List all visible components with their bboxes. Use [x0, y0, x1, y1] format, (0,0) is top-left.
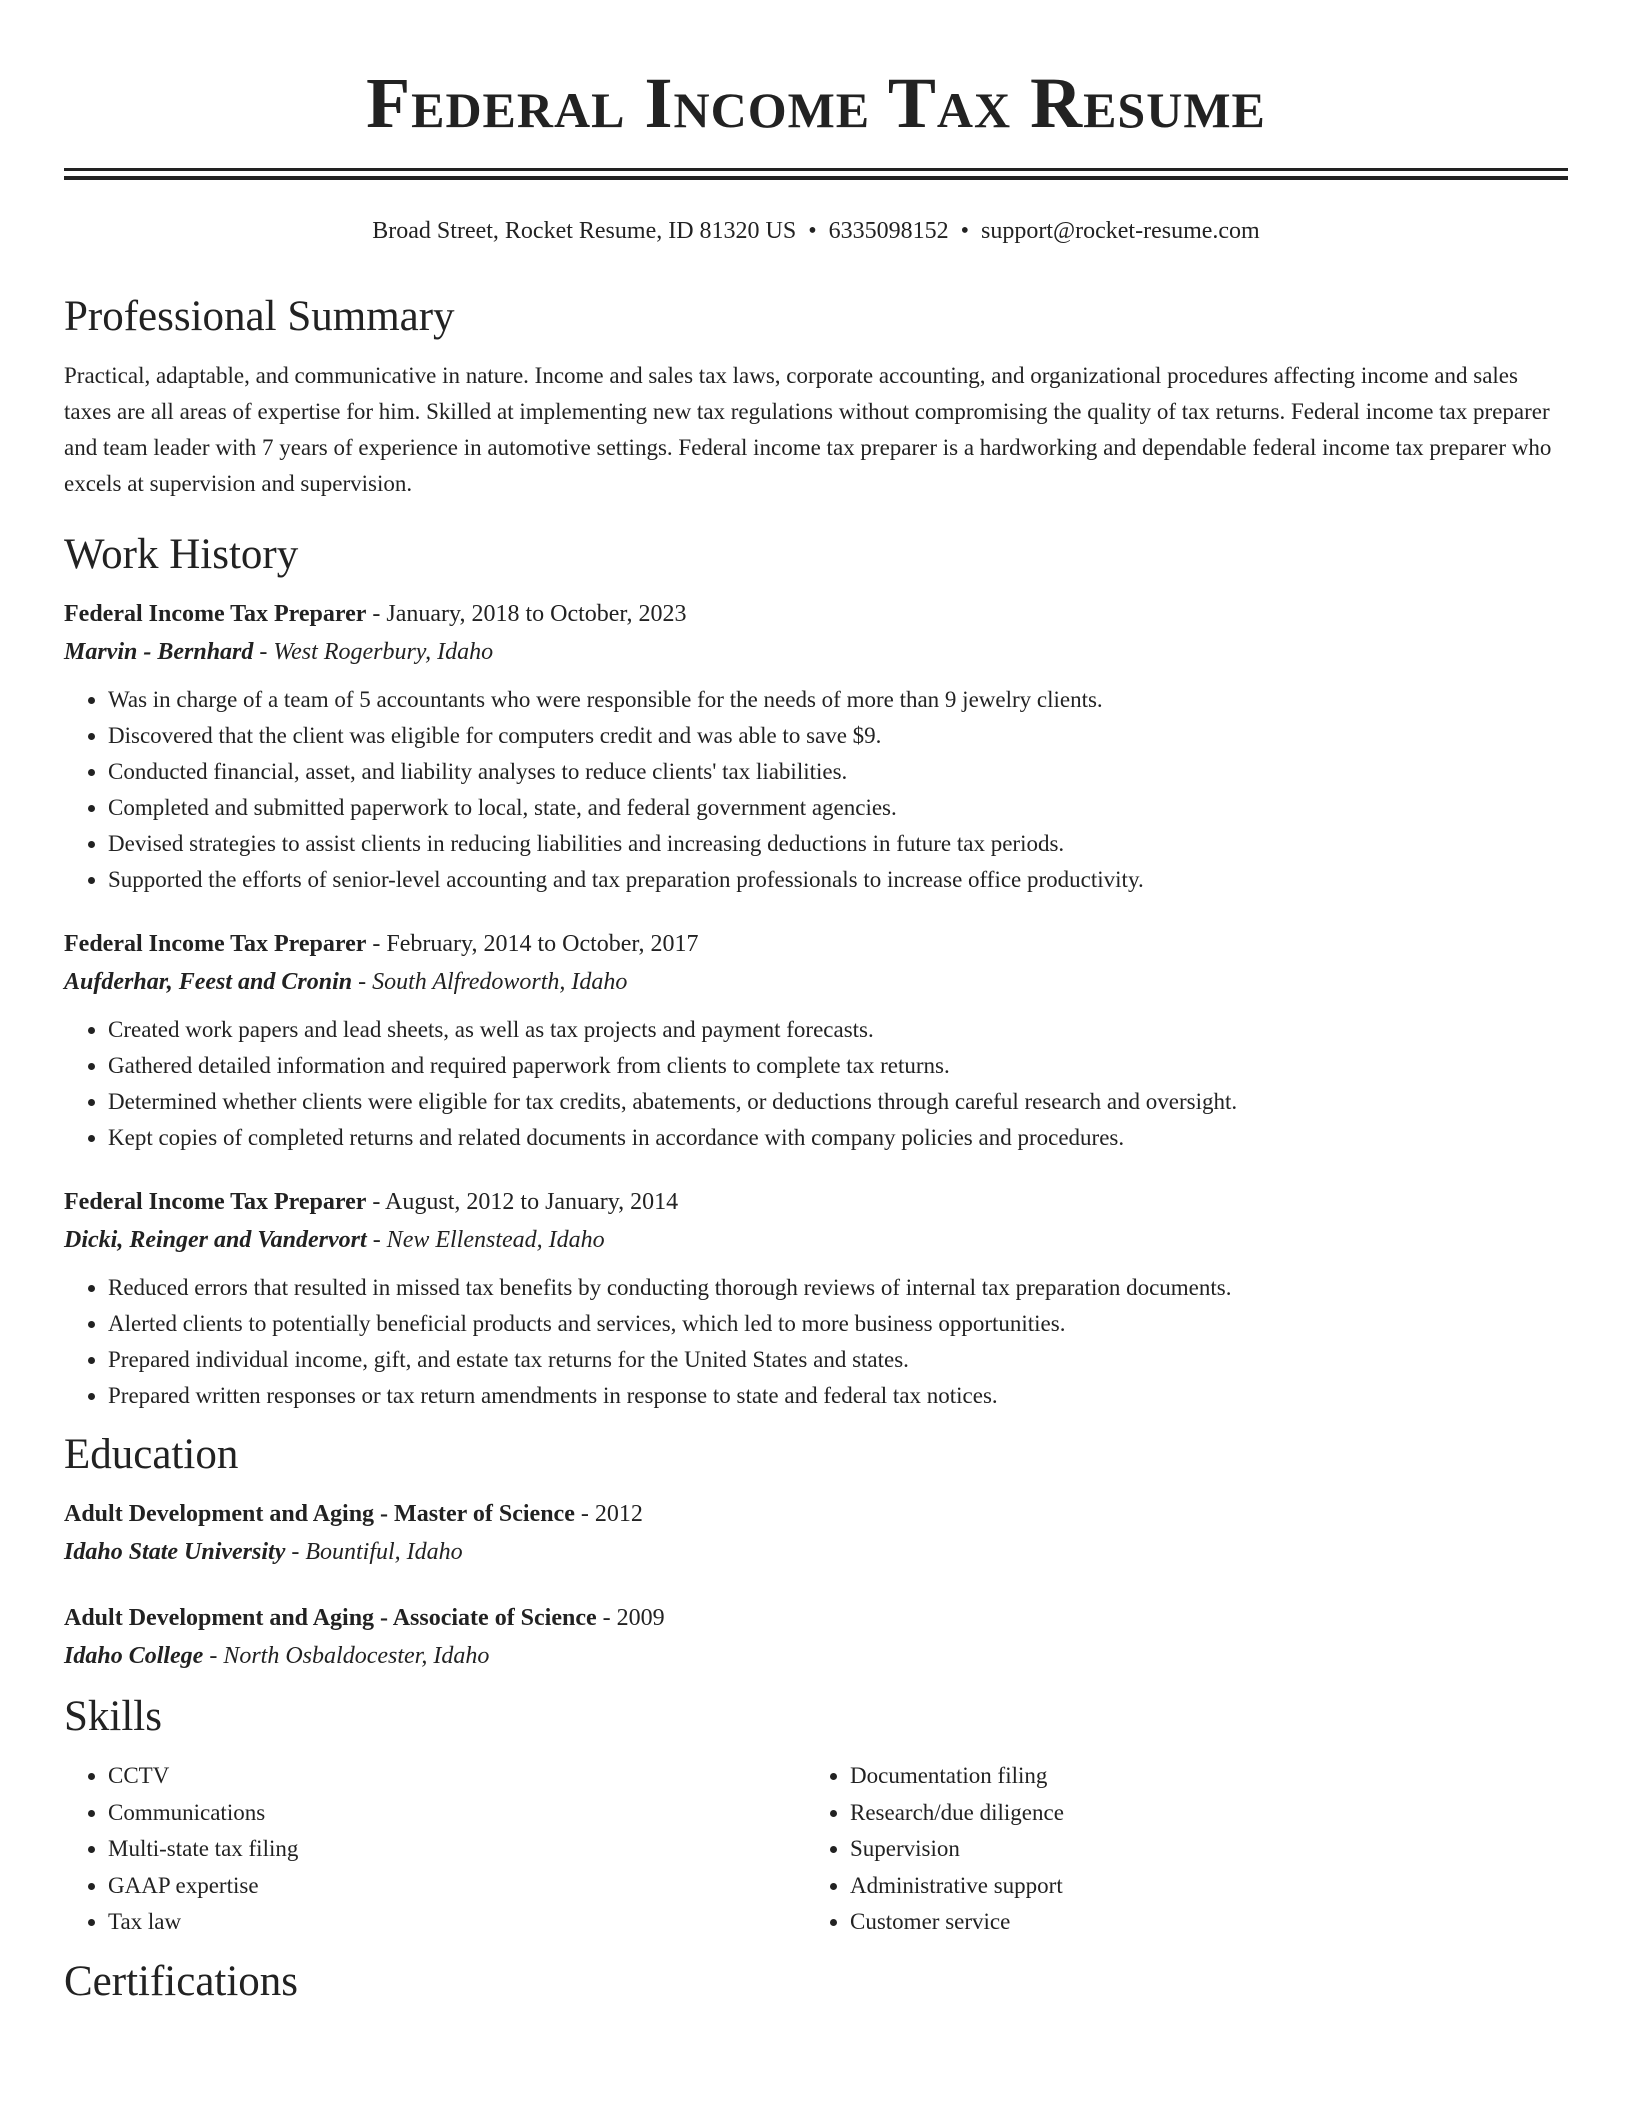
contact-separator: • — [960, 218, 970, 244]
job-bullets — [64, 1270, 1568, 1414]
work-history-heading: Work History — [64, 531, 299, 578]
job-dates: - February, 2014 to October, 2017 — [366, 931, 699, 957]
job-dates: - August, 2012 to January, 2014 — [366, 1189, 679, 1215]
education-heading: Education — [64, 1431, 239, 1478]
education-entry — [64, 1600, 1568, 1676]
education-degree: Adult Development and Aging - Associate of Science — [64, 1605, 597, 1631]
contact-email: support@rocket-resume.com — [981, 218, 1260, 244]
job-bullet: • Reduced errors that resulted in missed tax benefits by conducting thorough reviews of internal tax preparation documents. — [108, 1270, 1568, 1306]
education-location: - North Osbaldocester, Idaho — [203, 1643, 490, 1669]
education-location: - Bountiful, Idaho — [285, 1539, 463, 1565]
education-school: Idaho College — [64, 1643, 204, 1669]
summary-heading: Professional Summary — [64, 293, 455, 340]
summary-text: Practical, adaptable, and communicative in nature. Income and sales tax laws, corporate accounting, and organizational procedures affecting income and sales taxes are all areas of expertise for him. Skilled at implementing new tax regulations without compromising the quality of tax returns. Federal income tax preparer and team leader with 7 years of experience in automotive settings. Federal income tax preparer is a hardworking and dependable federal income tax preparer who excels at supervision and supervision. — [64, 363, 1552, 496]
skill-item: • Research/due diligence — [850, 1795, 1548, 1832]
job-title-line — [64, 926, 1568, 962]
job-bullet: • Created work papers and lead sheets, as well as tax projects and payment forecasts. — [108, 1012, 1568, 1048]
job-bullet: • Completed and submitted paperwork to local, state, and federal government agencies. — [108, 790, 1568, 826]
certifications-section — [64, 1955, 1568, 2009]
education-degree: Adult Development and Aging - Master of Science — [64, 1501, 575, 1527]
job-bullet: • Conducted financial, asset, and liability analyses to reduce clients' tax liabilities. — [108, 754, 1568, 790]
job-location: - West Rogerbury, Idaho — [253, 639, 494, 665]
job-entry — [64, 926, 1568, 1156]
header-rule-bottom — [64, 176, 1568, 180]
skills-section — [64, 1690, 1568, 1941]
skill-item: • GAAP expertise — [108, 1868, 806, 1905]
work-history-section — [64, 528, 1568, 1414]
job-title: Federal Income Tax Preparer — [64, 601, 367, 627]
job-entry — [64, 1184, 1568, 1414]
job-company-line — [64, 962, 1568, 1002]
job-bullet: • Prepared written responses or tax return amendments in response to state and federal tax notices. — [108, 1378, 1568, 1414]
skill-item: • Documentation filing — [850, 1758, 1548, 1795]
job-title: Federal Income Tax Preparer — [64, 1189, 367, 1215]
job-bullet: • Gathered detailed information and required paperwork from clients to complete tax returns. — [108, 1048, 1568, 1084]
education-section — [64, 1428, 1568, 1676]
summary-section — [64, 290, 1568, 502]
skill-item: • Supervision — [850, 1831, 1548, 1868]
job-company-line — [64, 632, 1568, 672]
resume-body — [64, 290, 1568, 2023]
skills-list-left — [64, 1758, 806, 1941]
education-year: - 2012 — [574, 1501, 643, 1527]
skill-item: • Multi-state tax filing — [108, 1831, 806, 1868]
job-bullet: • Discovered that the client was eligible for computers credit and was able to save $9. — [108, 718, 1568, 754]
education-degree-line — [64, 1600, 1568, 1636]
contact-separator: • — [808, 218, 817, 244]
job-entry — [64, 596, 1568, 898]
job-bullet: • Alerted clients to potentially beneficial products and services, which led to more business opportunities. — [108, 1306, 1568, 1342]
skills-heading: Skills — [64, 1693, 162, 1740]
job-title-line — [64, 1184, 1568, 1220]
skill-item: • Administrative support — [850, 1868, 1548, 1905]
job-bullet: • Supported the efforts of senior-level accounting and tax preparation professionals to increase office productivity. — [108, 862, 1568, 898]
job-bullets — [64, 1012, 1568, 1156]
job-bullet: • Devised strategies to assist clients in reducing liabilities and increasing deductions in future tax periods. — [108, 826, 1568, 862]
skill-item: • Communications — [108, 1795, 806, 1832]
education-entry — [64, 1496, 1568, 1572]
job-dates: - January, 2018 to October, 2023 — [366, 601, 687, 627]
skill-item: • CCTV — [108, 1758, 806, 1795]
skill-item: • Tax law — [108, 1904, 806, 1941]
job-company-line — [64, 1220, 1568, 1260]
education-year: - 2009 — [596, 1605, 665, 1631]
job-bullets — [64, 682, 1568, 898]
contact-address: Broad Street, Rocket Resume, ID 81320 US — [372, 218, 797, 244]
job-bullet: • Was in charge of a team of 5 accountants who were responsible for the needs of more than 9 jewelry clients. — [108, 682, 1568, 718]
job-company: Dicki, Reinger and Vandervort — [64, 1227, 367, 1253]
job-bullet: • Kept copies of completed returns and related documents in accordance with company policies and procedures. — [108, 1120, 1568, 1156]
job-title: Federal Income Tax Preparer — [64, 931, 367, 957]
header-rule-top — [64, 168, 1568, 171]
job-location: - South Alfredoworth, Idaho — [352, 969, 628, 995]
contact-line — [64, 214, 1568, 248]
skill-item: • Customer service — [850, 1904, 1548, 1941]
job-location: - New Ellenstead, Idaho — [366, 1227, 605, 1253]
job-company: Aufderhar, Feest and Cronin — [64, 969, 353, 995]
certifications-heading: Certifications — [64, 1957, 299, 2005]
contact-phone: 6335098152 — [828, 218, 949, 244]
resume-title: Federal Income Tax Resume — [366, 63, 1266, 143]
education-degree-line — [64, 1496, 1568, 1532]
skills-columns — [64, 1758, 1568, 1941]
education-school-line — [64, 1636, 1568, 1676]
education-school: Idaho State University — [64, 1539, 286, 1565]
education-school-line — [64, 1532, 1568, 1572]
job-company: Marvin - Bernhard — [64, 639, 254, 665]
job-title-line — [64, 596, 1568, 632]
job-bullet: • Determined whether clients were eligible for tax credits, abatements, or deductions through careful research and oversight. — [108, 1084, 1568, 1120]
job-bullet: • Prepared individual income, gift, and estate tax returns for the United States and states. — [108, 1342, 1568, 1378]
skills-list-right — [806, 1758, 1548, 1941]
